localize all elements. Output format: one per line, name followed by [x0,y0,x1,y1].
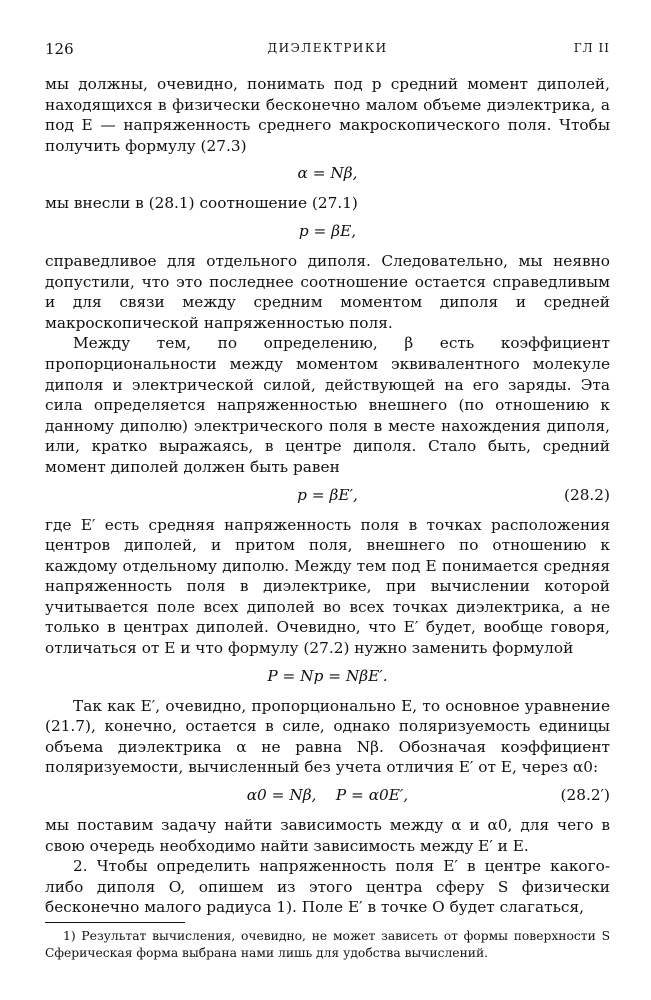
main-text [45,74,610,918]
formula-28-2-prime [45,785,610,806]
formula-28-2-expr: p = βE′, [297,485,358,504]
paragraph-2: мы внесли в (28.1) соотношение (27.1) [45,194,358,213]
formula-28-2-prime-expr: α0 = Nβ, P = α0E′, [246,786,409,805]
running-title: ДИЭЛЕКТРИКИ [267,41,388,55]
formula-polarization [45,666,610,687]
paragraph-3: справедливое для отдельного диполя. Следовательно, мы неявно допустили, что это последнее соотношение остается справедливым и для связи между средним моментом диполя и средней макроскопической напряженностью поля. [45,251,610,332]
formula-alpha [45,163,610,184]
formula-28-2-number: (28.2) [564,485,610,504]
paragraph-1: мы должны, очевидно, понимать под p средний момент диполей, находящихся в физически бесконечно малом объеме диэлектрика, а под E — напряженность среднего макроскопического поля. Чтобы получить формулу (27.3) [45,75,610,155]
chapter-label: ГЛ II [573,41,610,55]
page-header [45,40,610,60]
footnote: 1) Результат вычисления, очевидно, не может зависеть от формы поверхности S Сферическая форма выбрана нами лишь для удобства вычислений. [45,929,610,960]
formula-alpha-expr: α = Nβ, [297,164,358,183]
paragraph-6: Так как E′, очевидно, пропорционально E, то основное уравнение (21.7), конечно, остается в силе, однако поляризуемость единицы объема диэлектрика α не равна Nβ. Обозначая коэффициент поляризуемости, вычисленный без учета отличия E′ от E, через α0: [45,696,610,777]
paragraph-8: 2. Чтобы определить напряженность поля E′ в центре какого-либо диполя O, опишем из этого центра сферу S физически бесконечно малого радиуса 1). Поле E′ в точке O будет слагаться, [45,857,610,917]
formula-28-2-prime-number: (28.2′) [560,786,610,805]
formula-p-beta-e [45,221,610,242]
footnote-separator [45,922,185,923]
paragraph-4: Между тем, по определению, β есть коэффициент пропорциональности между моментом эквивалентного молекуле диполя и электрической силой, действующей на его заряды. Эта сила определяется напряженностью внешнего (по отношению к данному диполю) электрического поля в месте нахождения диполя, или, кратко выражаясь, в центре диполя. Стало быть, средний момент диполей должен быть равен [45,334,610,476]
paragraph-5: где E′ есть средняя напряженность поля в точках расположения центров диполей, и притом поля, внешнего по отношению к каждому отдельному диполю. Между тем под E понимается средняя напряженность поля в диэлектрике, при вычислении которой учитывается поле всех диполей во всех точках диэлектрика, а не только в центрах диполей. Очевидно, что E′ будет, вообще говоря, отличаться от E и что формулу (27.2) нужно заменить формулой [45,515,610,658]
page-number: 126 [45,40,74,58]
paragraph-7: мы поставим задачу найти зависимость между α и α0, для чего в свою очередь необходимо найти зависимость между E′ и E. [45,816,610,855]
formula-p-beta-e-expr: p = βE, [298,221,357,240]
formula-polarization-expr: P = Np = NβE′. [267,666,388,685]
formula-28-2 [45,485,610,506]
